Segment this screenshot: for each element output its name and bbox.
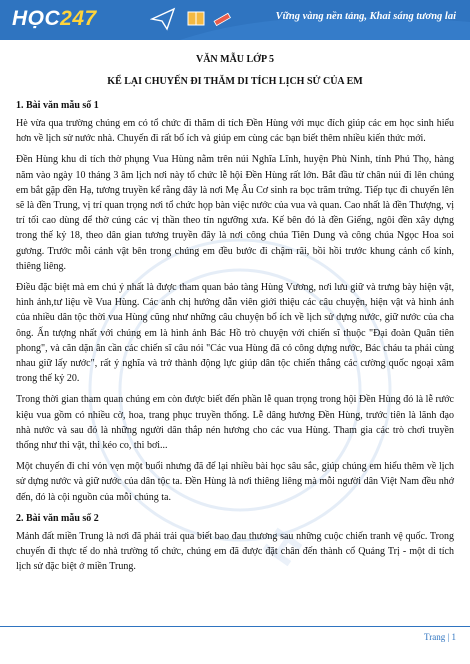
footer-divider (0, 626, 470, 627)
site-logo[interactable] (12, 7, 97, 31)
document-body (16, 54, 454, 580)
paragraph: Trong thời gian tham quan chúng em còn được biết đến phần lễ quan trọng trong hội Đền Hùng đó là lễ rước kiệu vua gồm có nhiều cờ, hoa, trang phục truyền thống. Lễ dâng hương Đền Hùng, trước tiên là lãnh đạo nhà nước và sau đó là những người dân thắp nén hương cho các vua Hùng. Tham gia các trò chơi truyền thống như thi vật, thi kéo co, thi bơi... (16, 394, 454, 452)
document-subtitle: KỂ LẠI CHUYẾN ĐI THĂM DI TÍCH LỊCH SỬ CỦA EM (107, 76, 363, 87)
site-header (0, 0, 470, 40)
section-heading: 1. Bài văn mẫu số 1 (16, 100, 99, 111)
paragraph: Hè vừa qua trường chúng em có tổ chức đi thăm di tích Đền Hùng với mục đích giúp các em học sinh hiểu hơn về lịch sử nước nhà. Chuyến đi rất bổ ích và giúp em cùng các bạn biết thêm nhiều kiến thức mới. (16, 118, 454, 145)
svg-text:H: H (253, 520, 313, 575)
logo-text: HỌC (12, 7, 61, 30)
document-title: VĂN MẪU LỚP 5 (195, 54, 275, 65)
site-tagline: Vững vàng nền tảng, Khai sáng tương lai (275, 11, 456, 22)
logo-number: 247 (60, 7, 97, 30)
paragraph: Một chuyến đi chỉ vỏn vẹn một buổi nhưng đã để lại nhiều bài học sâu sắc, giúp chúng em hiểu thêm về lịch sử dựng nước và giữ nước của dân tộc ta. Đền Hùng là nơi thiêng liêng mà mỗi người dân Việt Nam đều nhớ đến, đó là cội nguồn của mỗi chúng ta. (16, 461, 454, 503)
paragraph: Mảnh đất miền Trung là nơi đã phải trải qua biết bao đau thương sau những cuộc chiến tranh vệ quốc. Trong chuyến đi thực tế do nhà trường tổ chức, chúng em đã được đặt chân đến thành cổ Quảng Trị - một di tích lịch sử đặc biệt ở miền Trung. (16, 530, 454, 573)
paragraph: Đền Hùng khu di tích thờ phụng Vua Hùng nằm trên núi Nghĩa Lĩnh, huyện Phù Ninh, tỉnh Phú Thọ, hàng năm vào ngày 10 tháng 3 âm lịch nơi này tổ chức lễ hội Đền Hùng rất lớn. Bắt đầu từ chân núi đi lên chúng em bắt gặp đền Hạ, tương truyền kể rằng đây là nơi Mẹ Âu Cơ sinh ra bọc trăm trứng. Tiếp tục đi chuyến lên sẽ là đền Trung, vị trí quan trọng nơi tổ chức họp bàn việc nước của vua và quan. Cao nhất là đền Thượng, vị trí tối cao dùng để thờ cúng các vị thần theo tín ngưỡng xưa. Kế bên đó là đền Giếng, ngôi đền xây dựng trong thế kỷ 18, theo dân gian tương truyền đây là nơi công chúa Tiên Dung và công chúa Ngọc Hoa soi gương. Trước mỗi cảnh vật bên trong chúng em đều bước đi chậm rãi, bồi hồi trước khung cảnh cổ kính, thiêng liêng. (16, 154, 454, 272)
book-icon (185, 8, 207, 30)
page-number: Trang | 1 (424, 632, 456, 642)
ruler-icon (212, 9, 232, 29)
paper-plane-icon (150, 6, 176, 32)
section-heading: 2. Bài văn mẫu số 2 (16, 512, 99, 524)
paragraph: Điều đặc biệt mà em chú ý nhất là được tham quan bảo tàng Hùng Vương, nơi lưu giữ và trưng bày hiện vật, hình ảnh,tư liệu về Vua Hùng. Các anh chị hướng dẫn viên giới thiệu các câu chuyện, hiện vật và hình ảnh của nhiều dân tộc thời vua Hùng cũng như những câu chuyện bổ ích về lịch sử dựng nước, giữ nước của cha ông. Ấn tượng nhất với chúng em là hình ảnh Bác Hồ trò chuyện với chiến sĩ thuộc "Đại đoàn Quân tiên phong", và căn dặn ân cần các chiến sĩ câu nói "Các vua Hùng đã có công dựng nước, Bác cháu ta phải cùng nhau giữ lấy nước", rất ý nghĩa và trở thành động lực giúp dân tộc chiến thắng các cường quốc ngoại xâm trong thế kỷ 20. (16, 282, 454, 385)
